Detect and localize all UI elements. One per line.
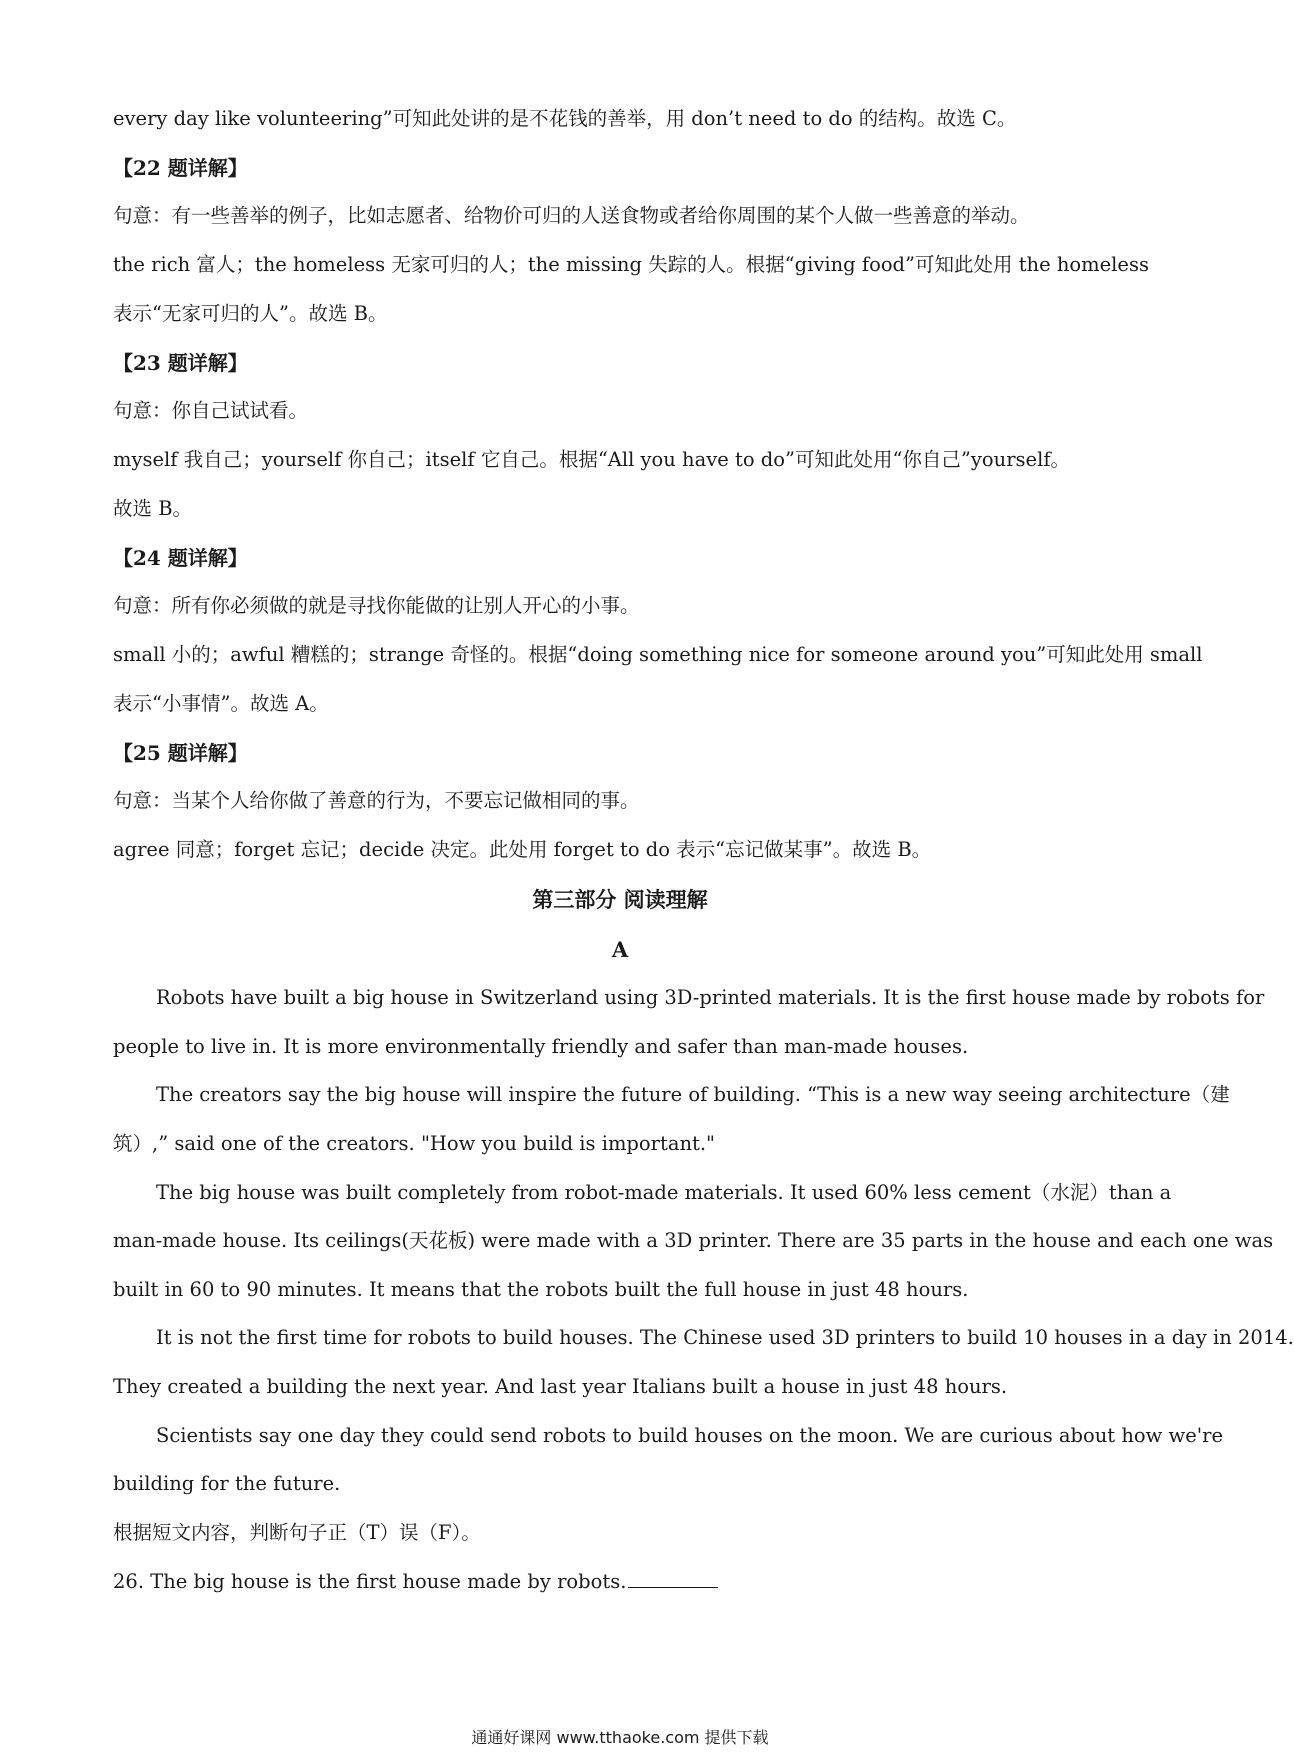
- explanation-line: 句意：当某个人给你做了善意的行为，不要忘记做相同的事。: [113, 789, 640, 812]
- passage-line: 筑）,” said one of the creators. "How you build is important.": [113, 1132, 716, 1155]
- passage-line: They created a building the next year. And last year Italians built a house in just 48 hours.: [113, 1375, 1008, 1398]
- explanation-line: agree 同意；forget 忘记；decide 决定。此处用 forget to do 表示“忘记做某事”。故选 B。: [113, 838, 932, 861]
- explanation-line: 句意：你自己试试看。: [113, 399, 309, 422]
- q22-heading: 【22 题详解】: [113, 156, 248, 180]
- explanation-line: 句意：有一些善举的例子，比如志愿者、给物价可归的人送食物或者给你周围的某个人做一些善意的举动。: [113, 204, 1030, 227]
- page-footer: 通通好课网 www.tthaoke.com 提供下载: [471, 1728, 769, 1747]
- explanation-line: 表示“无家可归的人”。故选 B。: [113, 302, 388, 325]
- explanation-line: 句意：所有你必须做的就是寻找你能做的让别人开心的小事。: [113, 594, 640, 617]
- explanation-line: small 小的；awful 糟糕的；strange 奇怪的。根据“doing something nice for someone around you”可知此处用 small: [113, 643, 1203, 666]
- explanation-line: the rich 富人；the homeless 无家可归的人；the missing 失踪的人。根据“giving food”可知此处用 the homeless: [113, 253, 1149, 276]
- q24-heading: 【24 题详解】: [113, 546, 248, 570]
- passage-line: people to live in. It is more environmentally friendly and safer than man-made houses.: [113, 1035, 969, 1058]
- section-title: 第三部分 阅读理解: [532, 887, 708, 912]
- question-text: The big house is the first house made by robots.: [150, 1570, 627, 1593]
- passage-line: building for the future.: [113, 1472, 341, 1495]
- explanation-line: 故选 B。: [113, 497, 193, 520]
- instruction: 根据短文内容，判断句子正（T）误（F）。: [113, 1521, 481, 1544]
- passage-line: built in 60 to 90 minutes. It means that the robots built the full house in just 48 hours.: [113, 1278, 969, 1301]
- passage-line: man-made house. Its ceilings(天花板) were made with a 3D printer. There are 35 parts in the house and each one was: [113, 1229, 1274, 1252]
- passage-line: The big house was built completely from robot-made materials. It used 60% less cement（水泥）than a: [156, 1181, 1172, 1204]
- question-26: [113, 1567, 1133, 1597]
- passage-line: It is not the first time for robots to build houses. The Chinese used 3D printers to build 10 houses in a day in 2014.: [156, 1326, 1294, 1349]
- passage-line: The creators say the big house will inspire the future of building. “This is a new way seeing architecture（建: [156, 1083, 1230, 1106]
- explanation-line: 表示“小事情”。故选 A。: [113, 692, 329, 715]
- answer-blank[interactable]: [628, 1567, 718, 1588]
- q23-heading: 【23 题详解】: [113, 351, 248, 375]
- explanation-line: myself 我自己；yourself 你自己；itself 它自己。根据“All you have to do”可知此处用“你自己”yourself。: [113, 448, 1071, 471]
- q25-heading: 【25 题详解】: [113, 741, 248, 765]
- passage-line: Scientists say one day they could send robots to build houses on the moon. We are curious about how we're: [156, 1424, 1223, 1447]
- explanation-line: every day like volunteering”可知此处讲的是不花钱的善举，用 don’t need to do 的结构。故选 C。: [113, 107, 1017, 130]
- passage-label: A: [611, 937, 629, 962]
- passage-line: Robots have built a big house in Switzerland using 3D-printed materials. It is the first house made by robots for: [156, 986, 1265, 1009]
- question-number: 26.: [113, 1570, 145, 1593]
